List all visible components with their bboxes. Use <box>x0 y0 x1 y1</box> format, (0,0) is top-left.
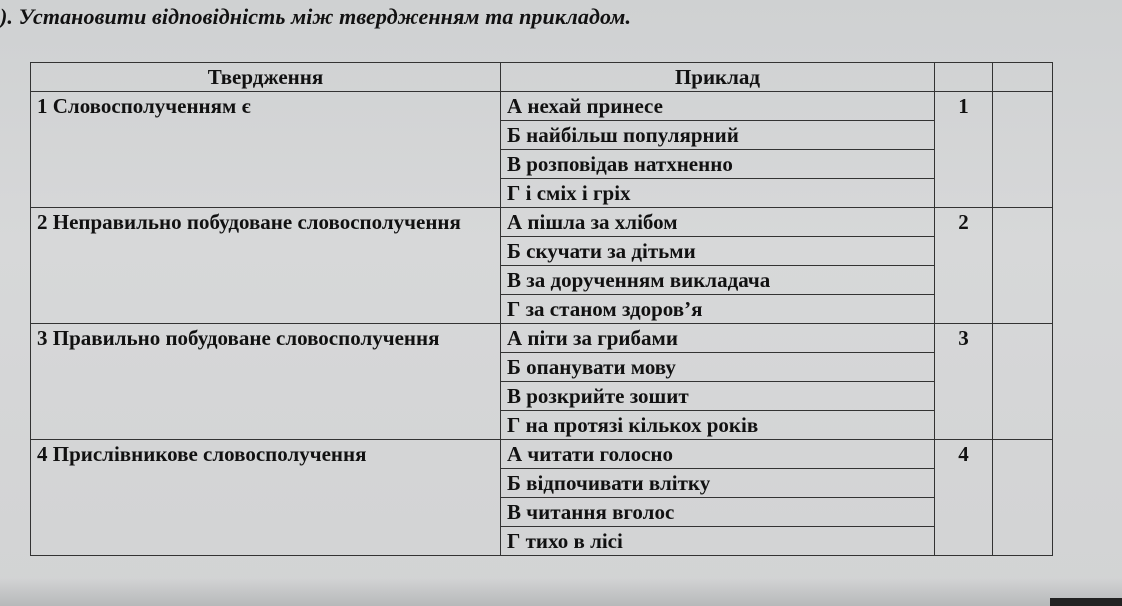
answer-cell-3[interactable] <box>993 324 1053 440</box>
page-edge <box>1050 598 1122 606</box>
example-1c: В розповідав натхненно <box>501 150 935 179</box>
example-3c: В розкрийте зошит <box>501 382 935 411</box>
header-number-cell <box>935 63 993 92</box>
table-row <box>31 208 1053 237</box>
number-1: 1 <box>935 92 993 208</box>
statement-4: 4 Прислівникове словосполучення <box>31 440 501 556</box>
example-4c: В читання вголос <box>501 498 935 527</box>
header-statement: Твердження <box>31 63 501 92</box>
example-1d: Г і сміх і гріх <box>501 179 935 208</box>
example-2a: А пішла за хлібом <box>501 208 935 237</box>
example-4b: Б відпочивати влітку <box>501 469 935 498</box>
example-2b: Б скучати за дітьми <box>501 237 935 266</box>
example-4d: Г тихо в лісі <box>501 527 935 556</box>
number-3: 3 <box>935 324 993 440</box>
task-heading: ). Установити відповідність між твердженням та прикладом. <box>0 4 632 29</box>
statement-3: 3 Правильно побудоване словосполучення <box>31 324 501 440</box>
example-3b: Б опанувати мову <box>501 353 935 382</box>
example-3a: А піти за грибами <box>501 324 935 353</box>
answer-cell-2[interactable] <box>993 208 1053 324</box>
number-4: 4 <box>935 440 993 556</box>
answer-cell-4[interactable] <box>993 440 1053 556</box>
example-1b: Б найбільш популярний <box>501 121 935 150</box>
header-example: Приклад <box>501 63 935 92</box>
example-1a: А нехай принесе <box>501 92 935 121</box>
header-answer-cell <box>993 63 1053 92</box>
example-2d: Г за станом здоров’я <box>501 295 935 324</box>
table-row <box>31 324 1053 353</box>
example-4a: А читати голосно <box>501 440 935 469</box>
example-3d: Г на протязі кількох років <box>501 411 935 440</box>
page-shadow <box>0 578 1122 606</box>
statement-2: 2 Неправильно побудоване словосполучення <box>31 208 501 324</box>
table-row <box>31 92 1053 121</box>
table-header-row <box>31 63 1053 92</box>
example-2c: В за дорученням викладача <box>501 266 935 295</box>
answer-cell-1[interactable] <box>993 92 1053 208</box>
matching-table <box>30 62 1053 556</box>
number-2: 2 <box>935 208 993 324</box>
statement-1: 1 Словосполученням є <box>31 92 501 208</box>
table-row <box>31 440 1053 469</box>
